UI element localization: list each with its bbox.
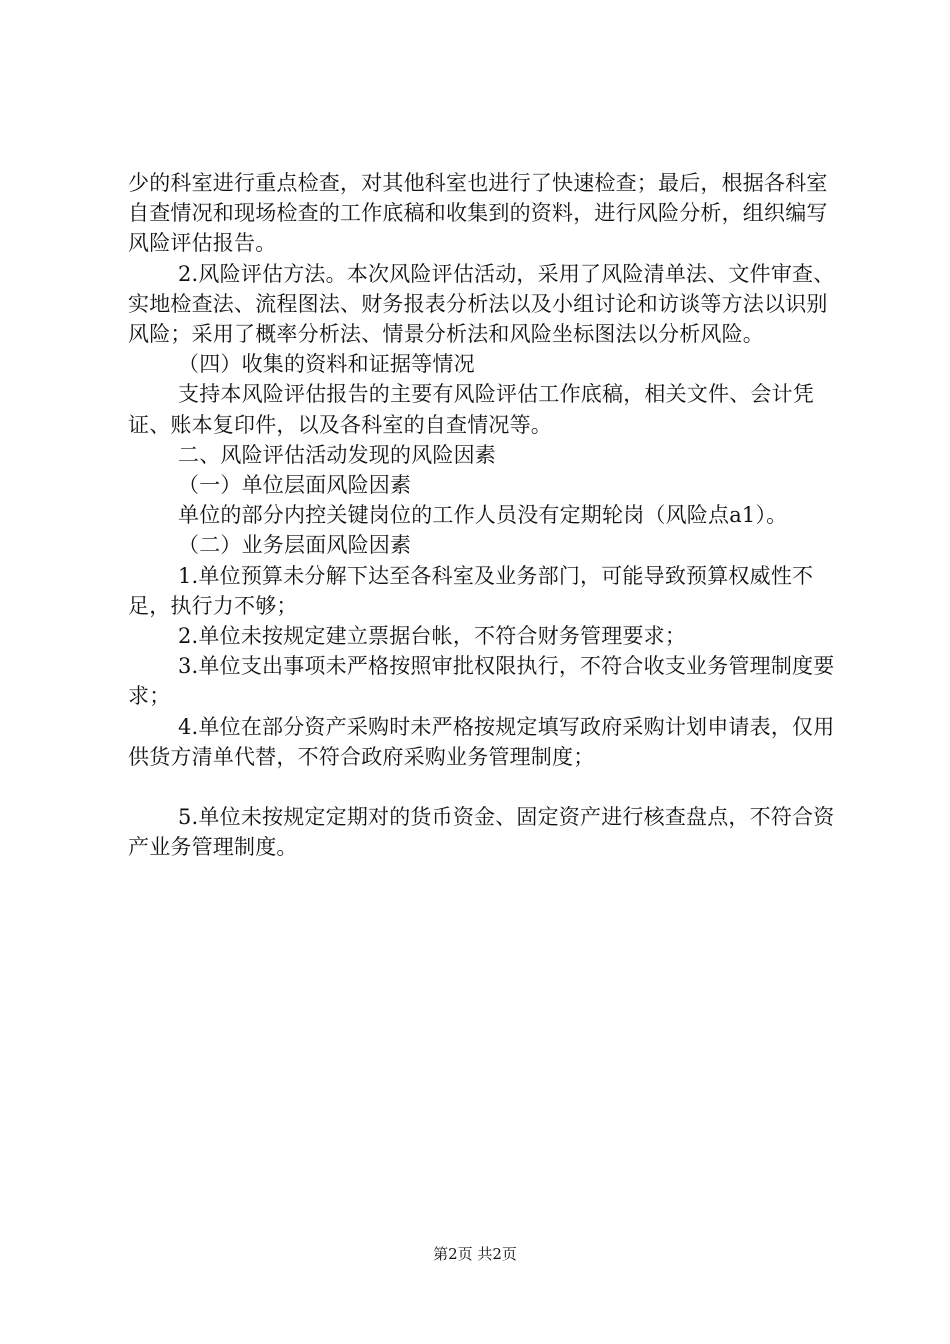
list-item-budget: 1.单位预算未分解下达至各科室及业务部门，可能导致预算权威性不足，执行力不够； — [128, 563, 814, 618]
list-item-assets: 5.单位未按规定定期对的货币资金、固定资产进行核查盘点，不符合资产业务管理制度。 — [128, 805, 835, 860]
list-item-expenditure: 3.单位支出事项未严格按照审批权限执行，不符合收支业务管理制度要求； — [128, 654, 835, 709]
heading-risk-factors: 二、风险评估活动发现的风险因素 — [178, 442, 496, 467]
paragraph-unit-level-risk: 单位的部分内控关键岗位的工作人员没有定期轮岗（风险点a1）。 — [178, 503, 788, 528]
list-item-procurement: 4.单位在部分资产采购时未严格按规定填写政府采购计划申请表，仅用供货方清单代替，不符合政府采购业务管理制度； — [128, 714, 835, 769]
list-item-invoices: 2.单位未按规定建立票据台帐，不符合财务管理要求； — [178, 624, 687, 649]
heading-unit-level-risk: （一）单位层面风险因素 — [178, 473, 412, 498]
paragraph-supporting-materials: 支持本风险评估报告的主要有风险评估工作底稿，相关文件、会计凭证、账本复印件，以及各科室的自查情况等。 — [128, 382, 814, 437]
heading-collected-materials: （四）收集的资料和证据等情况 — [178, 352, 475, 377]
blank-line — [128, 772, 848, 802]
page-footer: 第2页 共2页 — [433, 1245, 517, 1263]
paragraph-assessment-method: 2.风险评估方法。本次风险评估活动，采用了风险清单法、文件审查、实地检查法、流程图法、财务报表分析法以及小组讨论和访谈等方法以识别风险；采用了概率分析法、情景分析法和风险坐标图法以分析风险。 — [128, 261, 835, 347]
document-body — [128, 168, 848, 862]
paragraph-continuation: 少的科室进行重点检查，对其他科室也进行了快速检查；最后，根据各科室自查情况和现场检查的工作底稿和收集到的资料，进行风险分析，组织编写风险评估报告。 — [128, 171, 828, 256]
heading-business-level-risk: （二）业务层面风险因素 — [178, 533, 412, 558]
